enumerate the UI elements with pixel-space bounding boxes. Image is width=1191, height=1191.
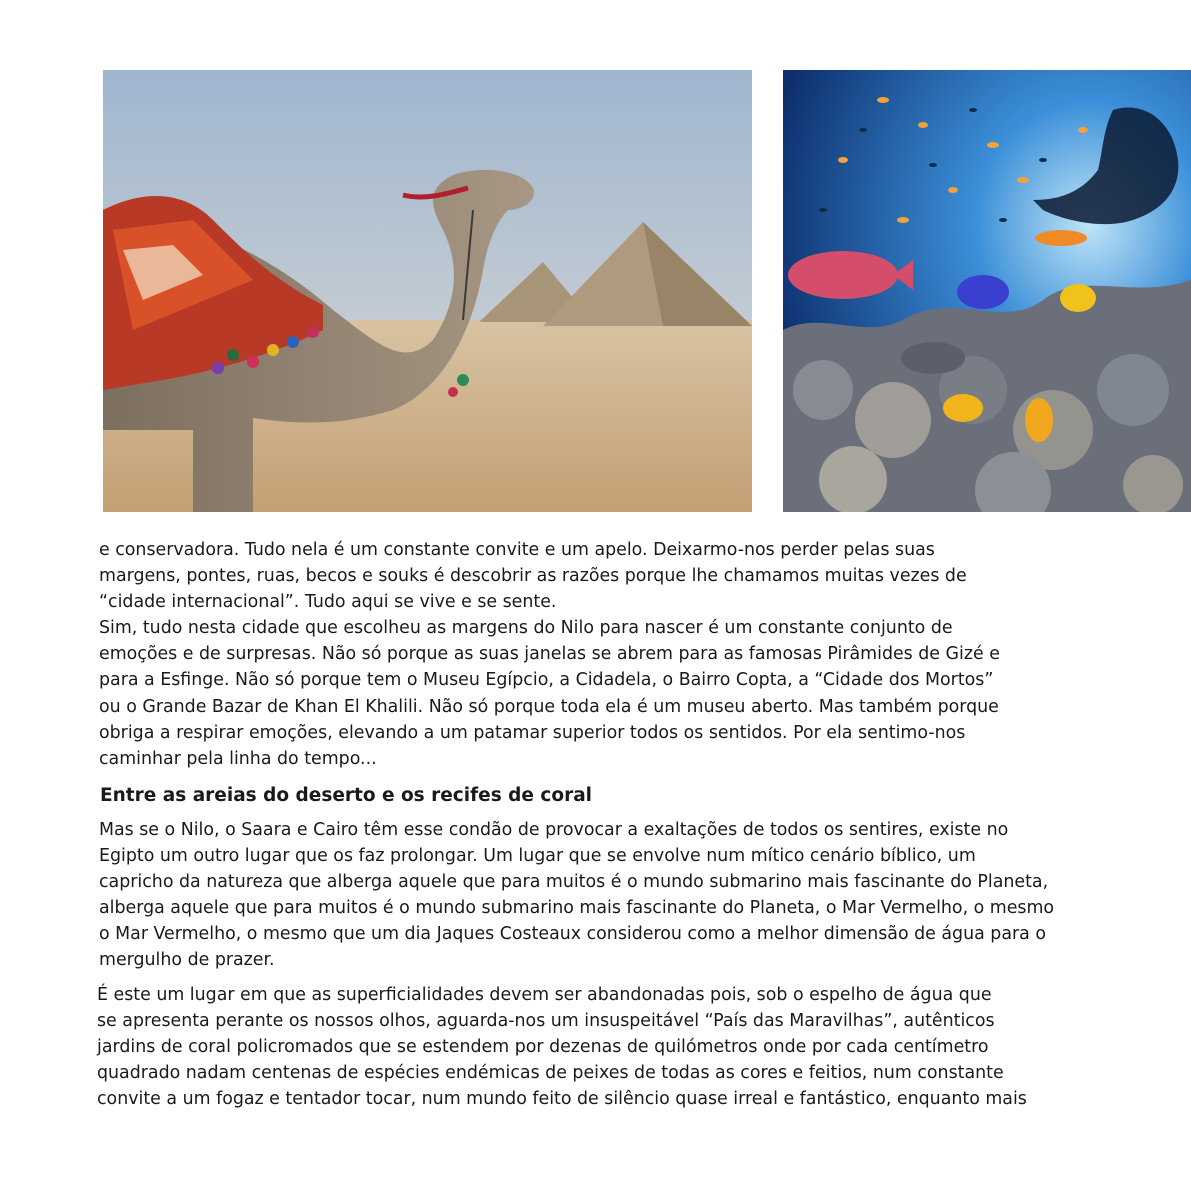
- clownfish: [1060, 284, 1096, 312]
- camel-pyramids-photo: [103, 70, 752, 512]
- clownfish: [1025, 398, 1053, 442]
- coral-reef-illustration: [783, 70, 1191, 512]
- article-paragraph-2: Mas se o Nilo, o Saara e Cairo têm esse condão de provocar a exaltações de todos os sentires, existe no Egipto um outro lugar que os faz prolongar. Um lugar que se envolve num mítico cenário bíblico, um capricho da natureza que alberga aquele que para muitos é o mundo submarino mais fascinante do Planeta, alberga aquele que para muitos é o mundo submarino mais fascinante do Planeta, o Mar Vermelho, o mesmo o Mar Vermelho, o mesmo que um dia Jaques Costeaux considerou como a melhor dimensão de água para o mergulho de prazer.: [99, 820, 1055, 971]
- red-grouper-fish: [788, 251, 898, 299]
- article-paragraph-3: É este um lugar em que as superficialidades devem ser abandonadas pois, sob o espelho de água que se apresenta perante os nossos olhos, aguarda-nos um insuspeitável “País das Maravilhas”, autênticos jardins de coral policromados que se estendem por dezenas de quilómetros onde por cada centímetro quadrado nadam centenas de espécies endémicas de peixes de todas as cores e feitios, num constante convite a um fogaz e tentador tocar, num mundo feito de silêncio quase irreal e fantástico, enquanto mais: [97, 985, 1027, 1110]
- clownfish: [943, 394, 983, 422]
- camel-pyramids-illustration: [103, 70, 752, 512]
- angelfish: [901, 342, 965, 374]
- orange-fish: [1035, 230, 1087, 246]
- article-paragraph-1: e conservadora. Tudo nela é um constante convite e um apelo. Deixarmo-nos perder pelas suas margens, pontes, ruas, becos e souks é descobrir as razões porque lhe chamamos muitas vezes de “cidade internacional”. Tudo aqui se vive e se sente. Sim, tudo nesta cidade que escolheu as margens do Nilo para nascer é um constante conjunto de emoções e de surpresas. Não só porque as suas janelas se abrem para as famosas Pirâmides de Gizé e para a Esfinge. Não só porque tem o Museu Egípcio, a Cidadela, o Bairro Copta, a “Cidade dos Mortos” ou o Grande Bazar de Khan El Khalili. Não só porque toda ela é um museu aberto. Mas também porque obriga a respirar emoções, elevando a um patamar superior todos os sentidos. Por ela sentimo-nos caminhar pela linha do tempo...: [99, 540, 1000, 769]
- section-heading: Entre as areias do deserto e os recifes de coral: [100, 785, 593, 806]
- blue-tang-fish: [957, 275, 1009, 309]
- red-sea-coral-reef-photo: [783, 70, 1191, 512]
